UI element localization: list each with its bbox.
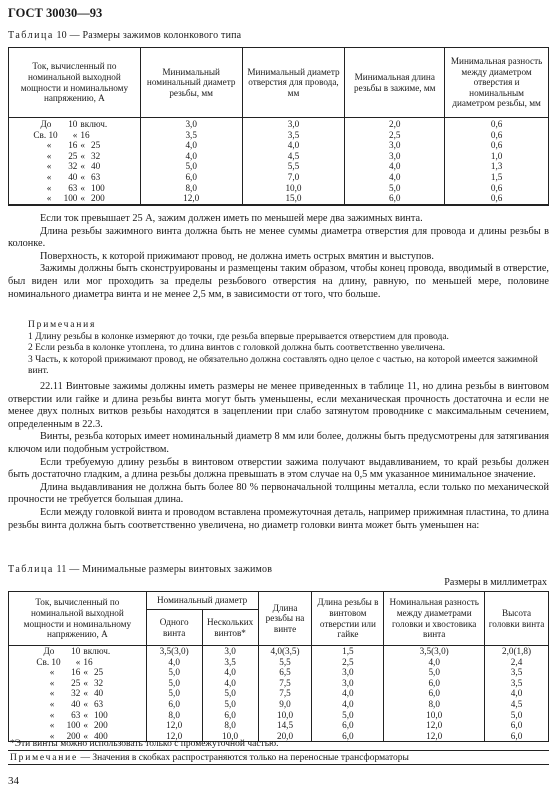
page-number: 34 [8,775,19,787]
current-to-number: 40 [93,688,104,699]
cell-hole-diameter: 15,0 [242,193,345,205]
paragraph: 22.11 Винтовые зажимы должны иметь размеры не менее приведенных в таблице 11, но длина резьбы в винтовом отверстии или гайке и длина резьбы винта могут быть уменьшены, если механическая прочность достаточна и если не менее двух полных витков резьбы находятся в зацеплении при слабо затянутом проводнике с максимальным сечением, определенным в 22.3. [8,381,549,430]
note-item: 3 Часть, к которой прижимают провод, не обязательно должна составлять одно целое с частью, на которой имеется зажимной винт. [28,354,538,377]
table-row [9,657,549,668]
current-to-prefix: « [80,150,85,161]
cell-difference: 0,6 [445,130,549,141]
cell-current [9,118,141,130]
current-from-prefix: « [46,150,52,161]
notes-block [28,320,549,378]
current-to-value [80,688,118,699]
cell-difference: 6,0 [384,678,485,689]
current-from-value: 32 [68,161,78,172]
table10-caption-label: Таблица [8,30,54,41]
cell-one-screw: 3,5(3,0) [146,646,202,657]
table-row [9,140,549,151]
cell-head-height: 3,5 [485,678,549,689]
paragraph: Поверхность, к которой прижимают провод, не должна иметь острых вмятин и выступов. [40,250,434,262]
table-11 [8,591,549,742]
cell-head-height: 3,5 [485,667,549,678]
current-from-value: « [72,129,78,140]
t11-header-several-screws: Нескольких винтов* [202,610,258,646]
remark-text: — Значения в скобках распространяются только на переносные трансформаторы [78,753,409,763]
cell-head-height: 2,4 [485,657,549,668]
current-to-prefix: « [83,688,88,699]
current-to-value [77,183,115,194]
current-from-value: 100 [63,193,78,204]
current-to-number: 400 [93,730,108,741]
t11-header-nominal-diameter: Номинальный диаметр [146,592,258,610]
cell-difference: 5,0 [384,667,485,678]
cell-current [9,172,141,183]
cell-one-screw: 12,0 [146,731,202,742]
cell-thread-length: 5,0 [345,183,445,194]
cell-hole-length: 5,0 [312,710,384,721]
cell-one-screw: 5,0 [146,667,202,678]
current-from-prefix: « [46,193,52,204]
current-to-prefix: включ. [83,646,111,656]
cell-nominal-diameter: 3,5 [140,130,242,141]
table11-caption-label: Таблица [8,564,54,575]
current-to-prefix: « [80,182,85,193]
notes-heading: Примечания [28,320,97,330]
note-item: 2 Если резьба в колонке утоплена, то длина винтов с головкой должна быть соответственно увеличена. [28,343,446,354]
cell-hole-length: 6,0 [312,731,384,742]
cell-one-screw: 5,0 [146,678,202,689]
current-from-value: 10 [68,119,78,129]
cell-current [9,678,147,689]
document-header: ГОСТ 30030—93 [8,6,103,20]
cell-thread-length: 6,5 [258,667,312,678]
current-to-value [77,151,115,162]
current-to-value [77,119,115,130]
table-row [9,118,549,130]
cell-several-screws: 5,0 [202,688,258,699]
t10-header-current: Ток, вычисленный по номинальной выходной мощности и номинальному напряжению, А [9,48,141,118]
paragraph: Если ток превышает 25 А, зажим должен иметь по меньшей мере два зажимных винта. [40,213,423,224]
current-to-prefix: « [83,709,88,720]
current-to-prefix: 16 [80,129,90,140]
cell-thread-length: 2,0 [345,118,445,130]
cell-thread-length: 4,0 [345,161,445,172]
cell-current [9,151,141,162]
current-from-prefix: « [46,182,52,193]
cell-hole-length: 2,5 [312,657,384,668]
current-to-number: 100 [93,709,108,720]
cell-one-screw: 8,0 [146,710,202,721]
current-from-prefix: « [49,720,55,731]
cell-thread-length: 2,5 [345,130,445,141]
cell-head-height: 4,5 [485,699,549,710]
cell-nominal-diameter: 12,0 [140,193,242,205]
cell-difference: 1,0 [445,151,549,162]
cell-head-height: 2,0(1,8) [485,646,549,657]
current-to-prefix: « [80,171,85,182]
cell-hole-diameter: 4,0 [242,140,345,151]
body-text-1 [8,213,549,301]
current-to-prefix: « [80,161,85,172]
cell-nominal-diameter: 4,0 [140,151,242,162]
current-to-prefix: « [83,698,88,709]
cell-one-screw: 4,0 [146,657,202,668]
table10-caption-text: 10 — Размеры зажимов колонкового типа [56,30,242,41]
cell-hole-length: 4,0 [312,699,384,710]
cell-thread-length: 7,5 [258,678,312,689]
cell-head-height: 5,0 [485,710,549,721]
cell-current [9,130,141,141]
current-from-value: 16 [68,140,78,151]
t10-header-difference: Минимальная разность между диаметром отверстия и номинальным диаметром резьбы, мм [445,48,549,118]
cell-several-screws: 8,0 [202,720,258,731]
current-from-value: 40 [71,698,81,709]
current-to-value [80,699,118,710]
current-from-value: 100 [66,720,81,731]
table-row [9,193,549,205]
cell-difference: 3,5(3,0) [384,646,485,657]
cell-current [9,646,147,657]
cell-hole-length: 3,0 [312,667,384,678]
current-to-value [77,140,115,151]
paragraph: Длина резьбы зажимного винта должна быть не менее суммы диаметра отверстия для провода и длины резьбы в колонке. [8,225,549,250]
cell-current [9,657,147,668]
current-to-prefix: « [83,720,88,731]
cell-difference: 12,0 [384,720,485,731]
cell-nominal-diameter: 4,0 [140,140,242,151]
table-row [9,151,549,162]
table-row [9,667,549,678]
paragraph: Если между головкой винта и проводом вставлена промежуточная деталь, например прижимная пластина, то длина резьбы винта должна быть соответственно увеличена, но диаметр головки винта может быть уменьшен на: [8,506,549,531]
cell-thread-length: 4,0 [345,172,445,183]
t11-header-thread-length: Длина резьбы на винте [258,592,312,646]
paragraph: Винты, резьба которых имеет номинальный диаметр 8 мм или более, должны быть предусмотрены для затягивания ключом или подобным устройством. [8,431,549,455]
table-row [9,172,549,183]
current-from-value: 200 [66,730,81,741]
paragraph: Зажимы должны быть сконструированы и размещены таким образом, чтобы конец провода, вводимый в отверстие, был виден или мог проходить за пределы резьбового отверстия на длину, равную, по меньшей мере, половине номинального диаметра винта и не менее 2,5 мм, в зависимости от того, что больше. [8,263,549,300]
current-to-prefix: « [80,140,85,151]
cell-difference: 0,6 [445,193,549,205]
cell-difference: 4,0 [384,657,485,668]
cell-several-screws: 10,0 [202,731,258,742]
current-to-value [77,130,115,141]
cell-difference: 1,3 [445,161,549,172]
cell-difference: 0,6 [445,140,549,151]
current-to-prefix: включ. [80,119,108,129]
current-from-prefix: Св. 10 [36,656,61,667]
cell-difference: 1,5 [445,172,549,183]
cell-one-screw: 6,0 [146,699,202,710]
current-from-value: 16 [71,667,81,678]
table11-caption-text: 11 — Минимальные размеры винтовых зажимов [56,564,273,575]
cell-nominal-diameter: 6,0 [140,172,242,183]
cell-hole-length: 4,0 [312,688,384,699]
cell-several-screws: 3,0 [202,646,258,657]
current-to-value [80,646,118,657]
cell-hole-diameter: 7,0 [242,172,345,183]
current-to-number: 200 [90,193,105,204]
current-to-value [77,193,115,204]
table-row [9,699,549,710]
table-10 [8,47,549,206]
cell-difference: 0,6 [445,118,549,130]
t11-header-head-height: Высота головки винта [485,592,549,646]
cell-thread-length: 20,0 [258,731,312,742]
current-to-number: 200 [93,720,108,731]
cell-hole-diameter: 4,5 [242,151,345,162]
table-row [9,710,549,721]
current-from-value: « [75,656,81,667]
table10-caption [8,30,241,41]
cell-thread-length: 4,0(3,5) [258,646,312,657]
table-row [9,678,549,689]
cell-head-height: 4,0 [485,688,549,699]
current-to-number: 25 [93,667,104,678]
cell-current [9,710,147,721]
table11-footnote: *Эти винты можно использовать только с промежуточной частью. [8,738,549,751]
cell-nominal-diameter: 3,0 [140,118,242,130]
current-from-prefix: « [49,730,55,741]
current-from-value: 32 [71,688,81,699]
cell-difference: 8,0 [384,699,485,710]
t11-header-hole-length: Длина резьбы в винтовом отверстии или гайке [312,592,384,646]
cell-thread-length: 6,0 [345,193,445,205]
cell-thread-length: 10,0 [258,710,312,721]
cell-head-height: 6,0 [485,731,549,742]
t11-header-one-screw: Одного винта [146,610,202,646]
cell-thread-length: 5,5 [258,657,312,668]
table-row [9,130,549,141]
t11-header-current: Ток, вычисленный по номинальной выходной мощности и номинальному напряжению, А [9,592,147,646]
current-to-number: 63 [90,171,101,182]
current-from-prefix: « [49,709,55,720]
cell-difference: 6,0 [384,688,485,699]
current-from-prefix: До [40,119,52,129]
current-to-number: 100 [90,182,105,193]
remark-label: Примечание [10,753,79,763]
current-to-prefix: « [83,677,88,688]
current-from-prefix: Св. 10 [33,129,58,140]
cell-several-screws: 4,0 [202,667,258,678]
cell-thread-length: 7,5 [258,688,312,699]
cell-several-screws: 4,0 [202,678,258,689]
cell-nominal-diameter: 5,0 [140,161,242,172]
current-to-value [80,720,118,731]
cell-one-screw: 5,0 [146,688,202,699]
current-to-prefix: « [83,730,88,741]
current-to-number: 32 [93,677,104,688]
current-from-prefix: « [49,698,55,709]
table11-remark [8,752,549,765]
cell-current [9,688,147,699]
t10-header-hole-diameter: Минимальный диаметр отверстия для провода, мм [242,48,345,118]
current-from-value: 25 [68,150,78,161]
cell-difference: 10,0 [384,710,485,721]
current-from-value: 63 [68,182,78,193]
cell-current [9,183,141,194]
cell-hole-diameter: 10,0 [242,183,345,194]
paragraph: Длина выдавливания не должна быть более 80 % первоначальной толщины металла, если только по механической прочности не требуется большая длина. [8,481,549,506]
current-to-number: 32 [90,150,101,161]
table-row [9,646,549,657]
cell-thread-length: 3,0 [345,151,445,162]
cell-nominal-diameter: 8,0 [140,183,242,194]
table-row [9,720,549,731]
current-from-value: 63 [71,709,81,720]
cell-current [9,667,147,678]
current-to-number: 25 [90,140,101,151]
cell-thread-length: 3,0 [345,140,445,151]
table-row [9,688,549,699]
current-from-value: 10 [71,646,81,656]
current-to-value [80,657,118,668]
cell-hole-diameter: 5,5 [242,161,345,172]
current-from-value: 25 [71,677,81,688]
cell-hole-diameter: 3,5 [242,130,345,141]
cell-hole-diameter: 3,0 [242,118,345,130]
current-to-value [77,161,115,172]
current-from-prefix: « [49,688,55,699]
current-to-value [80,667,118,678]
body-text-2 [8,381,549,532]
cell-hole-length: 1,5 [312,646,384,657]
current-from-prefix: « [49,667,55,678]
table11-caption [8,564,272,575]
current-from-prefix: До [43,646,55,656]
cell-several-screws: 5,0 [202,699,258,710]
current-from-prefix: « [49,677,55,688]
cell-difference: 12,0 [384,731,485,742]
cell-thread-length: 9,0 [258,699,312,710]
current-from-value: 40 [68,171,78,182]
cell-current [9,140,141,151]
note-item: 1 Длину резьбы в колонке измеряют до точки, где резьба впервые прерывается отверстием для провода. [28,331,449,342]
table11-units: Размеры в миллиметрах [444,577,547,588]
cell-difference: 0,6 [445,183,549,194]
current-from-prefix: « [46,140,52,151]
cell-head-height: 6,0 [485,720,549,731]
cell-one-screw: 12,0 [146,720,202,731]
current-to-prefix: « [80,193,85,204]
cell-current [9,193,141,205]
cell-several-screws: 3,5 [202,657,258,668]
cell-current [9,161,141,172]
current-from-prefix: « [46,161,52,172]
paragraph: Если требуемую длину резьбы в винтовом отверстии зажима получают выдавливанием, то край резьбы должен быть достаточно гладким, а длина резьбы должна превышать в этом случае на 0,5 мм указанное минимальное значение. [8,456,549,481]
t11-header-difference: Номинальная разность между диаметрами головки и хвостовика винта [384,592,485,646]
current-to-prefix: 16 [83,656,93,667]
cell-current [9,720,147,731]
current-to-value [80,678,118,689]
cell-thread-length: 14,5 [258,720,312,731]
cell-hole-length: 6,0 [312,720,384,731]
current-to-value [80,710,118,721]
t10-header-thread-length: Минимальная длина резьбы в зажиме, мм [345,48,445,118]
current-to-prefix: « [83,667,88,678]
current-to-value [77,172,115,183]
table-row [9,183,549,194]
table-row [9,161,549,172]
current-to-number: 63 [93,698,104,709]
cell-current [9,699,147,710]
current-from-prefix: « [46,171,52,182]
cell-several-screws: 6,0 [202,710,258,721]
current-to-number: 40 [90,161,101,172]
t10-header-nominal-diameter: Минимальный номинальный диаметр резьбы, мм [140,48,242,118]
cell-hole-length: 3,0 [312,678,384,689]
